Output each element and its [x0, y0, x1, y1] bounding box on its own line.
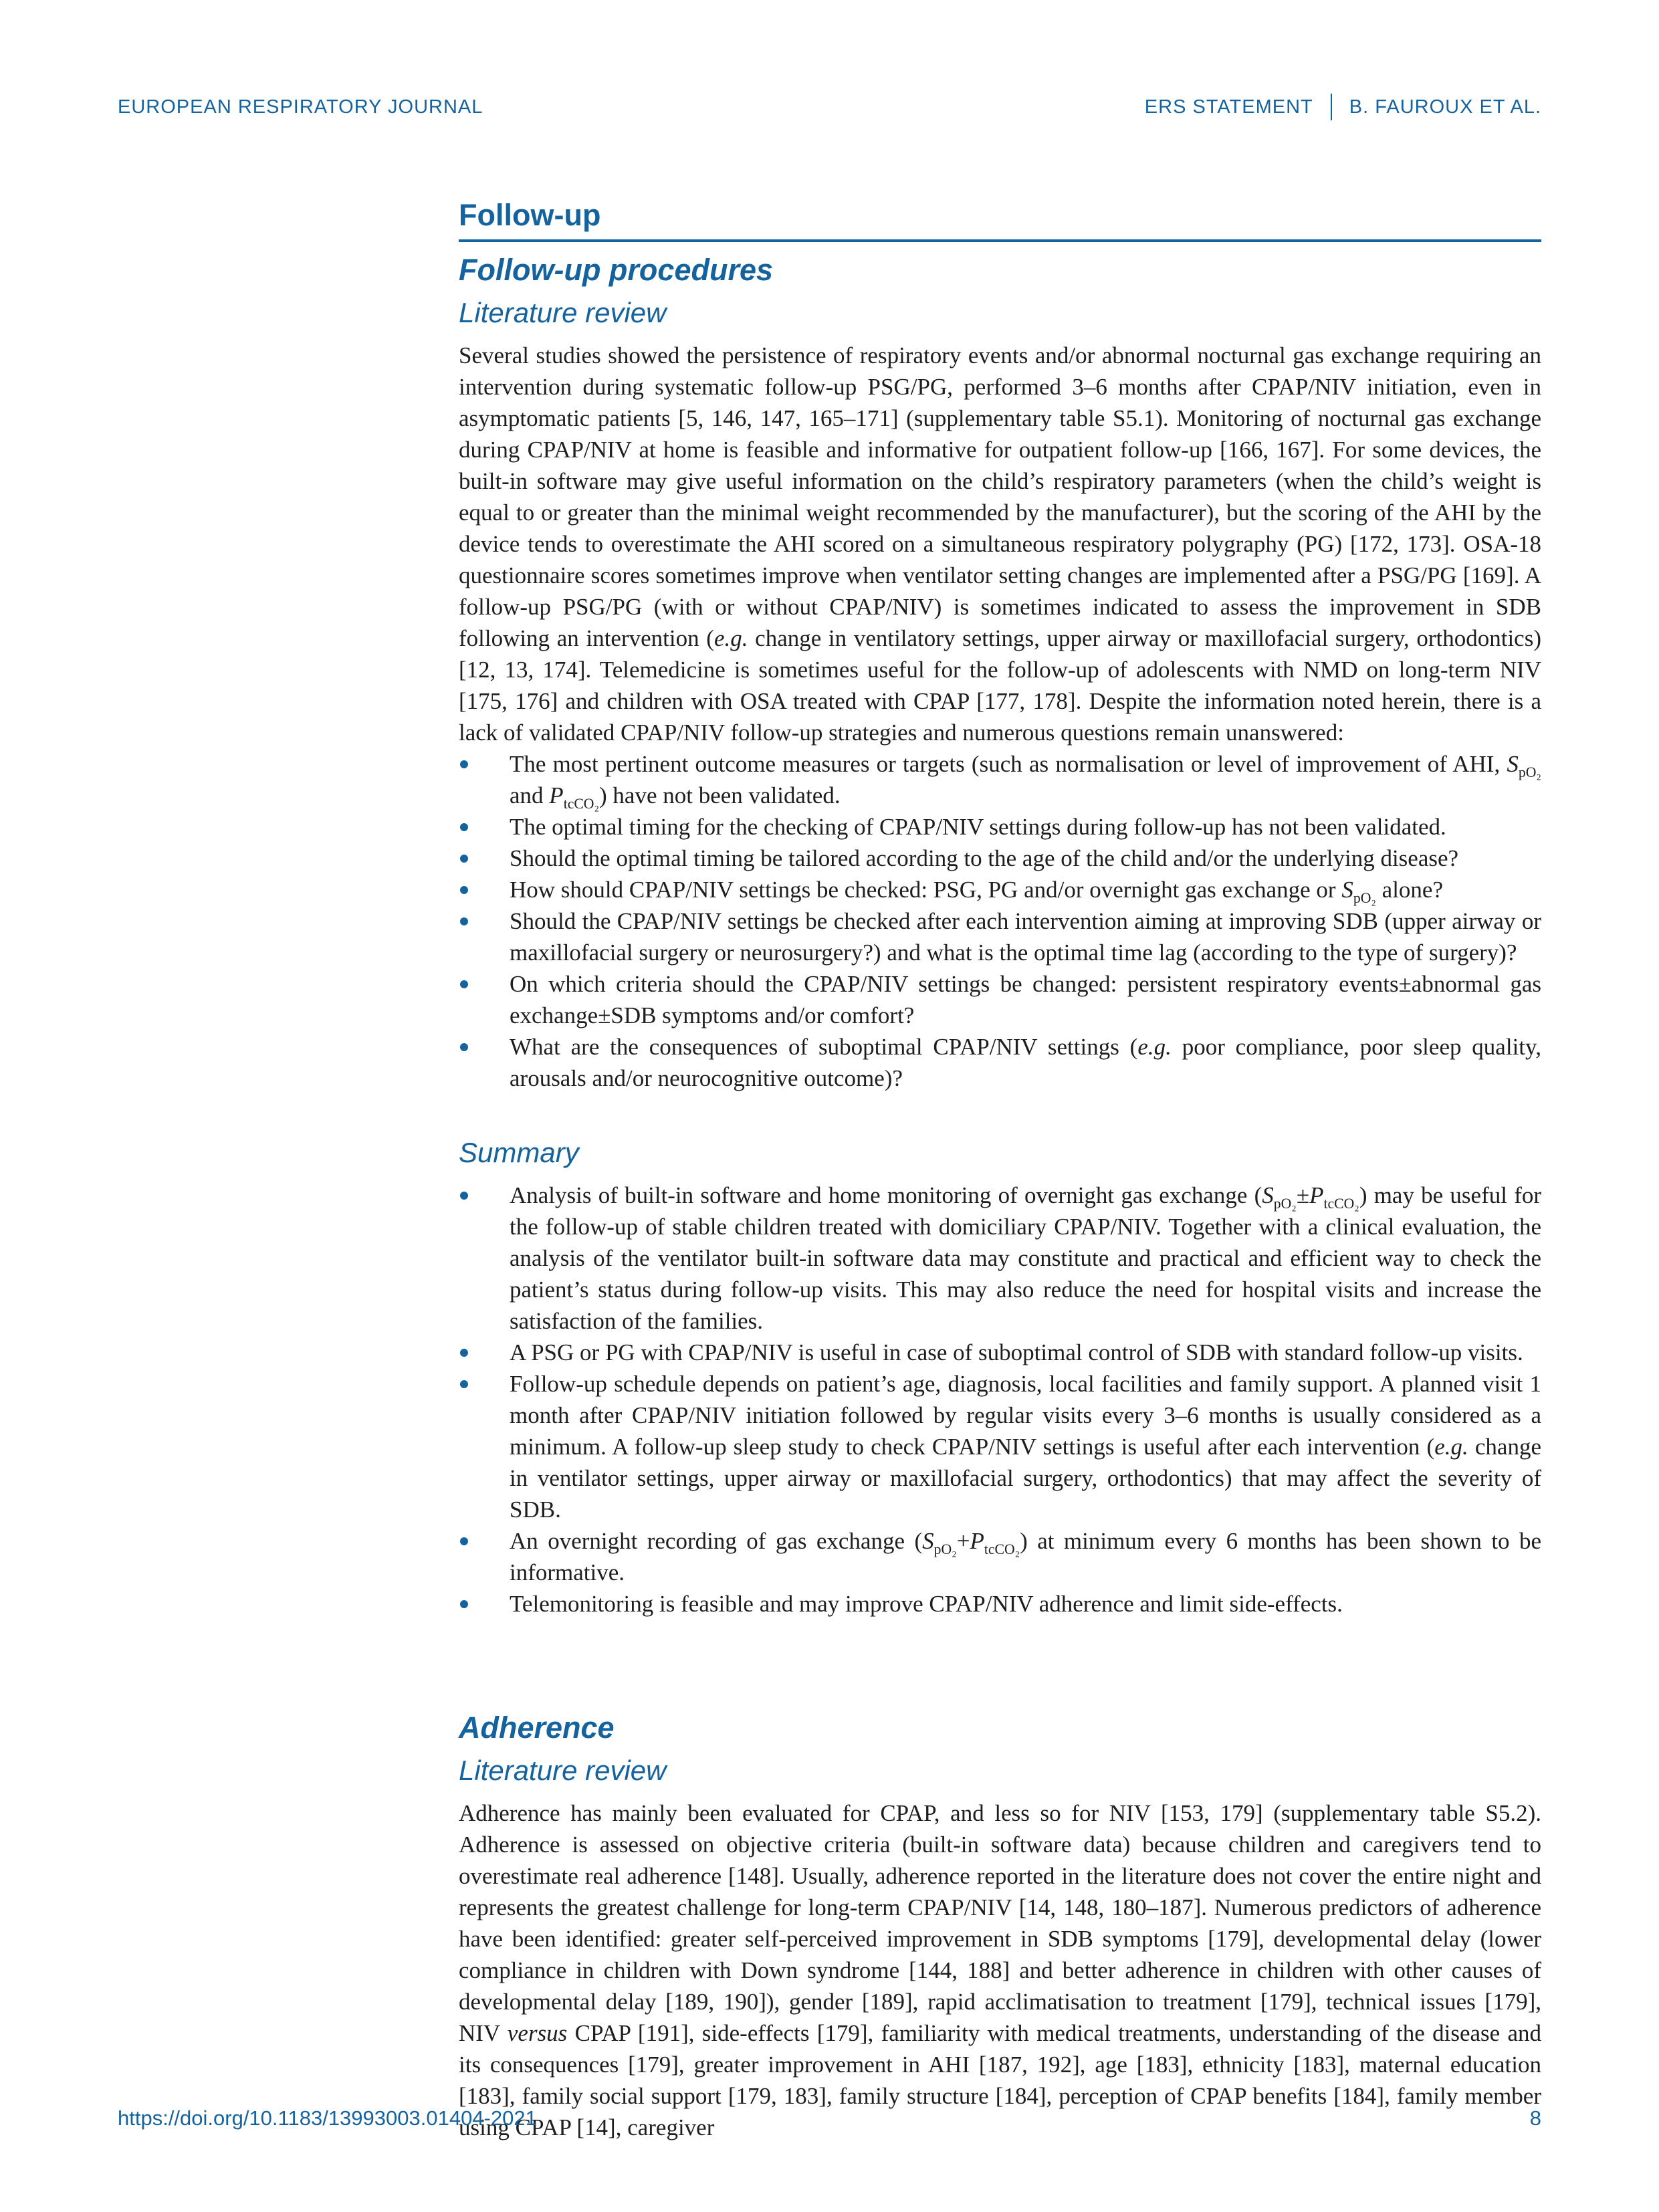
bullet-dot [460, 980, 468, 988]
list-item-text: An overnight recording of gas exchange $(S_{pO_2}+P_{tcCO_2})$ at minimum every 6 months has been shown to be informative. [510, 1528, 1542, 1586]
bullet-dot [460, 760, 468, 768]
authors-label: B. FAUROUX ET AL. [1349, 96, 1541, 118]
section-heading-follow-up: Follow-up [459, 198, 601, 232]
list-item-text: Should the optimal timing be tailored according to the age of the child and/or the underlying disease? [510, 845, 1459, 871]
followup-intro-paragraph: Several studies showed the persistence of respiratory events and/or abnormal nocturnal gas exchange requiring an intervention during systematic follow-up PSG/PG, performed 3–6 months after CPAP/NIV initiation, even in asymptomatic patients [5, 146, 147, 165–171] (supplementary table S5.1). Monitoring of nocturnal gas exchange during CPAP/NIV at home is feasible and informative for outpatient follow-up [166, 167]. For some devices, the built-in software may give useful information on the child’s respiratory parameters (when the child’s weight is equal to or greater than the minimal weight recommended by the manufacturer), but the scoring of the AHI by the device tends to overestimate the AHI scored on a simultaneous respiratory polygraphy (PG) [172, 173]. OSA-18 questionnaire scores sometimes improve when ventilator setting changes are implemented after a PSG/PG [169]. A follow-up PSG/PG (with or without CPAP/NIV) is sometimes indicated to assess the improvement in SDB following an intervention (e.g. change in ventilatory settings, upper airway or maxillofacial surgery, orthodontics) [12, 13, 174]. Telemedicine is sometimes useful for the follow-up of adolescents with NMD on long-term NIV [175, 176] and children with OSA treated with CPAP [177, 178]. Despite the information noted herein, there is a lack of validated CPAP/NIV follow-up strategies and numerous questions remain unanswered: [459, 342, 1541, 746]
list-item [459, 1337, 1541, 1368]
list-item [459, 748, 1541, 811]
list-item-text: Should the CPAP/NIV settings be checked after each intervention aiming at improving SDB (upper airway or maxillofacial surgery or neurosurgery?) and what is the optimal time lag (according to the type of surgery)? [510, 907, 1541, 966]
list-item [459, 905, 1541, 968]
list-item-text: On which criteria should the CPAP/NIV settings be changed: persistent respiratory events±abnormal gas exchange±SDB symptoms and/or comfort? [510, 970, 1541, 1028]
bullet-dot [460, 823, 468, 831]
minor-heading-literature-review: Literature review [459, 296, 667, 328]
doi-link[interactable]: https://doi.org/10.1183/13993003.01404-2021 [118, 2106, 537, 2130]
section-rule [459, 239, 1541, 242]
list-item [459, 1031, 1541, 1094]
list-item [459, 968, 1541, 1031]
list-item-text: Follow-up schedule depends on patient’s age, diagnosis, local facilities and family support. A planned visit 1 month after CPAP/NIV initiation followed by regular visits every 3–6 months is usually considered as a minimum. A follow-up sleep study to check CPAP/NIV settings is useful after each intervention (e.g. change in ventilator settings, upper airway or maxillofacial surgery, orthodontics) that may affect the severity of SDB. [510, 1371, 1542, 1523]
bullet-dot [460, 855, 468, 863]
list-item-text: What are the consequences of suboptimal CPAP/NIV settings (e.g. poor compliance, poor sleep quality, arousals and/or neurocognitive outcome)? [510, 1033, 1541, 1091]
list-item-text: How should CPAP/NIV settings be checked: PSG, PG and/or overnight gas exchange or $S_{pO_2}$ alone? [510, 876, 1443, 906]
bullet-dot [460, 1600, 468, 1608]
list-item-text: The optimal timing for the checking of CPAP/NIV settings during follow-up has not been validated. [510, 813, 1446, 840]
bullet-dot [460, 917, 468, 925]
list-item [459, 1368, 1541, 1525]
minor-heading-adherence-literature-review: Literature review [459, 1754, 667, 1786]
bullet-dot [460, 886, 468, 894]
page-number: 8 [1529, 2106, 1541, 2130]
header-separator [1331, 94, 1332, 120]
open-questions-list [459, 748, 1541, 1094]
page-header [118, 94, 1541, 120]
page-footer [118, 2106, 1541, 2130]
list-item [459, 843, 1541, 874]
list-item [459, 1588, 1541, 1620]
list-item [459, 1180, 1541, 1337]
list-item-text: A PSG or PG with CPAP/NIV is useful in case of suboptimal control of SDB with standard follow-up visits. [510, 1339, 1523, 1366]
list-item-text: Telemonitoring is feasible and may improve CPAP/NIV adherence and limit side-effects. [510, 1591, 1343, 1618]
list-item-text: The most pertinent outcome measures or targets (such as normalisation or level of improvement of AHI, $S_{pO_2}$ and $P_{tcCO_2}$) have not been validated. [510, 750, 1541, 812]
header-right [1145, 94, 1541, 120]
subsection-heading-follow-up-procedures: Follow-up procedures [459, 252, 774, 287]
list-item-text: Analysis of built-in software and home monitoring of overnight gas exchange $(S_{pO_2}\pm P_{tcCO_2})$ may be useful for the follow-up of stable children treated with domiciliary CPAP/NIV. Together with a clinical evaluation, the analysis of the ventilator built-in software data may constitute and practical and efficient way to check the patient’s status during follow-up visits. This may also reduce the need for hospital visits and increase the satisfaction of the families. [510, 1182, 1542, 1335]
bullet-dot [460, 1380, 468, 1388]
list-item [459, 1525, 1541, 1588]
bullet-dot [460, 1349, 468, 1357]
adherence-paragraph: Adherence has mainly been evaluated for CPAP, and less so for NIV [153, 179] (supplementary table S5.2). Adherence is assessed on objective criteria (built-in software data) because children and caregivers tend to overestimate real adherence [148]. Usually, adherence reported in the literature does not cover the entire night and represents the greatest challenge for long-term CPAP/NIV [14, 148, 180–187]. Numerous predictors of adherence have been identified: greater self-perceived improvement in SDB symptoms [179], developmental delay (lower compliance in children with Down syndrome [144, 188] and better adherence in children with other causes of developmental delay [189, 190]), gender [189], rapid acclimatisation to treatment [179], technical issues [179], NIV versus CPAP [191], side-effects [179], familiarity with medical treatments, understanding of the disease and its consequences [179], greater improvement in AHI [187, 192], age [183], ethnicity [183], maternal education [183], family social support [179, 183], family structure [184], perception of CPAP benefits [184], family member using CPAP [14], caregiver [459, 1800, 1541, 2141]
bullet-dot [460, 1192, 468, 1200]
article-content [459, 198, 1541, 2143]
bullet-dot [460, 1537, 468, 1545]
list-item [459, 874, 1541, 905]
minor-heading-summary: Summary [459, 1136, 579, 1168]
subsection-heading-adherence: Adherence [459, 1710, 615, 1745]
bullet-dot [460, 1043, 468, 1051]
list-item [459, 811, 1541, 843]
statement-label: ERS STATEMENT [1144, 96, 1313, 118]
journal-title: EUROPEAN RESPIRATORY JOURNAL [118, 96, 483, 118]
summary-list [459, 1180, 1541, 1620]
